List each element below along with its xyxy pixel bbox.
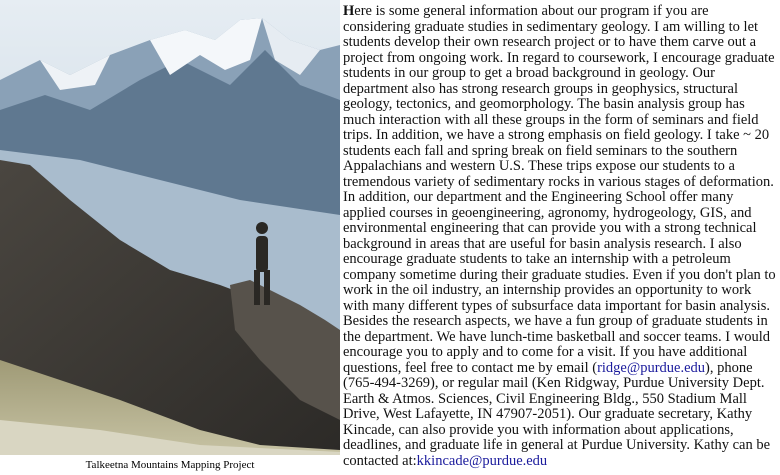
program-info-article xyxy=(343,4,777,474)
article-text-part2: ), phone (765-494-3269), or regular mail (Ken Ridgway, Purdue University Dept. Earth & Atmos. Sciences, Civil Engineering Bldg., 550 Stadium Mall Drive, West Lafayette, IN 47907-2051). Our graduate secretary, Kathy Kincade, can also provide you with information about applications, deadlines, and graduate life in general at Purdue University. Kathy can be contacted at: xyxy=(343,359,771,469)
email-link-kincade[interactable]: kkincade@purdue.edu xyxy=(416,452,548,469)
drop-cap-letter: H xyxy=(343,4,355,19)
program-info-paragraph xyxy=(343,4,777,469)
article-text-part1: ere is some general information about our program if you are considering graduate studies in sedimentary geology. I am willing to let students develop their own research project or to have them carve out a project from ongoing work. In regard to coursework, I encourage graduate students in our group to get a broad background in geology. Our department also has strong research groups in geophysics, structural geology, tectonics, and geomorphology. The basin analysis group has much interaction with all these groups in the form of seminars and field trips. In addition, we have a strong emphasis on field geology. I take ~ 20 students each fall and spring break on field seminars to the southern Appalachians and western U.S. These trips expose our students to a tremendous variety of sedimentary rocks in various stages of deformation. In addition, our department and the Engineering School offer many applied courses in geoengineering, agronomy, hydrogeology, GIS, and environmental engineering that can provide you with a strong technical background in areas that are useful for basin analysis research. I also encourage graduate students to take an internship with a petroleum company sometime during their graduate studies. Even if you don't plan to work in the oil industry, an internship provides an opportunity to work with many different types of subsurface data important for basin analysis. Besides the research aspects, we have a fun group of graduate students in the department. We have lunch-time basketball and soccer teams. I would encourage you to apply and to come for a visit. If you have additional questions, feel free to contact me by email ( xyxy=(343,4,776,376)
email-link-ridge[interactable]: ridge@purdue.edu xyxy=(597,359,706,376)
photo-caption: Talkeetna Mountains Mapping Project xyxy=(85,459,255,471)
mountain-photo xyxy=(0,0,340,455)
